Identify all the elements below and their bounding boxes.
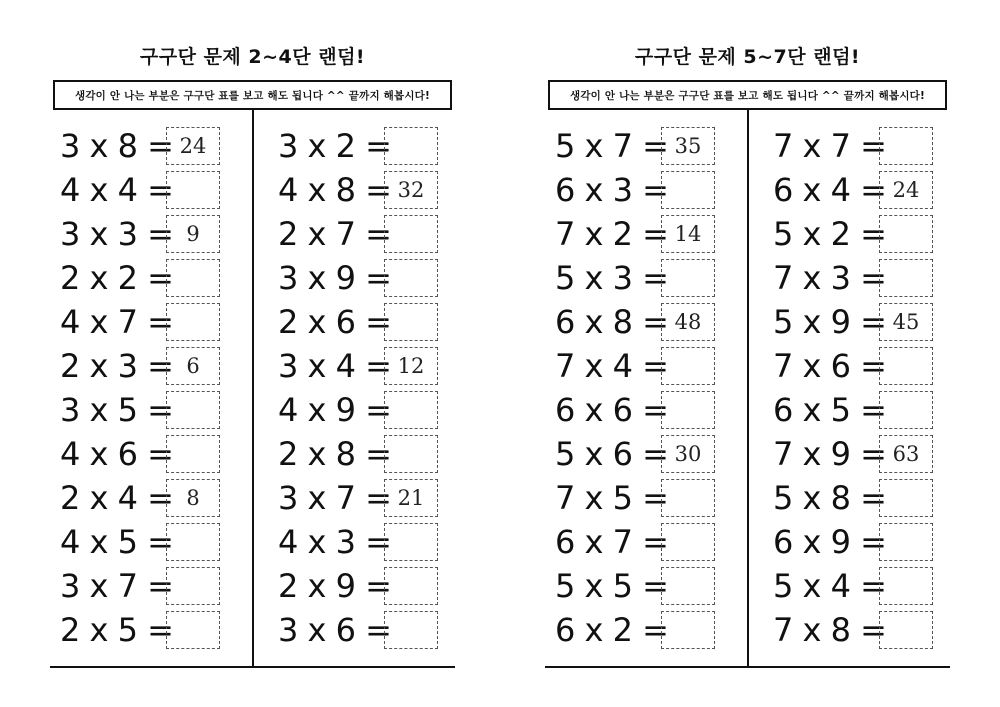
worksheet-2-4 xyxy=(50,0,455,707)
problem-row xyxy=(278,256,438,300)
answer-box[interactable]: 6 xyxy=(166,347,220,385)
answer-box[interactable] xyxy=(166,567,220,605)
problem-row xyxy=(555,388,715,432)
worksheet-5-7 xyxy=(545,0,950,707)
answer-box[interactable] xyxy=(879,391,933,429)
problem-expression: 5 x 6 = xyxy=(555,435,669,473)
problem-row xyxy=(278,476,438,520)
problem-expression: 3 x 2 = xyxy=(278,127,392,165)
problem-expression: 4 x 6 = xyxy=(60,435,174,473)
answer-box[interactable]: 24 xyxy=(166,127,220,165)
answer-box[interactable]: 63 xyxy=(879,435,933,473)
problem-expression: 2 x 6 = xyxy=(278,303,392,341)
answer-box[interactable]: 35 xyxy=(661,127,715,165)
problem-expression: 5 x 9 = xyxy=(773,303,887,341)
answer-box[interactable] xyxy=(166,435,220,473)
answer-box[interactable] xyxy=(879,127,933,165)
problem-row xyxy=(60,124,220,168)
problem-expression: 5 x 4 = xyxy=(773,567,887,605)
problem-expression: 6 x 8 = xyxy=(555,303,669,341)
answer-box[interactable] xyxy=(661,567,715,605)
problem-row xyxy=(773,476,933,520)
answer-box[interactable] xyxy=(384,215,438,253)
problem-row xyxy=(773,608,933,652)
problem-row xyxy=(278,432,438,476)
problem-row xyxy=(555,432,715,476)
answer-box[interactable] xyxy=(879,259,933,297)
problem-row xyxy=(60,300,220,344)
answer-box[interactable] xyxy=(879,215,933,253)
problem-row xyxy=(60,388,220,432)
answer-box[interactable] xyxy=(384,391,438,429)
answer-box[interactable]: 12 xyxy=(384,347,438,385)
problem-row xyxy=(773,256,933,300)
answer-box[interactable] xyxy=(166,171,220,209)
problem-row xyxy=(60,564,220,608)
problem-row xyxy=(555,344,715,388)
column-divider xyxy=(252,110,254,668)
problem-expression: 3 x 6 = xyxy=(278,611,392,649)
problem-expression: 5 x 3 = xyxy=(555,259,669,297)
problem-row xyxy=(773,212,933,256)
answer-box[interactable] xyxy=(166,303,220,341)
instruction-box: 생각이 안 나는 부분은 구구단 표를 보고 해도 됩니다 ^^ 끝까지 해봅시다! xyxy=(548,80,947,110)
answer-box[interactable] xyxy=(661,259,715,297)
problem-row xyxy=(60,520,220,564)
problem-row xyxy=(773,124,933,168)
problem-row xyxy=(60,432,220,476)
problem-expression: 4 x 8 = xyxy=(278,171,392,209)
problem-row xyxy=(773,388,933,432)
problem-expression: 2 x 2 = xyxy=(60,259,174,297)
problem-column xyxy=(60,124,220,652)
column-divider xyxy=(747,110,749,668)
answer-box[interactable] xyxy=(661,611,715,649)
problem-expression: 2 x 8 = xyxy=(278,435,392,473)
answer-box[interactable] xyxy=(879,479,933,517)
problem-row xyxy=(278,300,438,344)
problem-expression: 7 x 7 = xyxy=(773,127,887,165)
problem-row xyxy=(278,388,438,432)
problem-row xyxy=(278,168,438,212)
problem-row xyxy=(555,256,715,300)
problem-row xyxy=(60,476,220,520)
problem-expression: 4 x 9 = xyxy=(278,391,392,429)
problem-row xyxy=(773,432,933,476)
problem-expression: 4 x 4 = xyxy=(60,171,174,209)
problem-expression: 4 x 7 = xyxy=(60,303,174,341)
problem-expression: 7 x 6 = xyxy=(773,347,887,385)
answer-box[interactable]: 45 xyxy=(879,303,933,341)
problem-row xyxy=(555,520,715,564)
problem-expression: 4 x 5 = xyxy=(60,523,174,561)
answer-box[interactable] xyxy=(879,523,933,561)
problem-row xyxy=(278,124,438,168)
answer-box[interactable] xyxy=(166,259,220,297)
problem-row xyxy=(555,168,715,212)
problem-column xyxy=(555,124,715,652)
problem-expression: 3 x 9 = xyxy=(278,259,392,297)
problem-row xyxy=(60,608,220,652)
problem-row xyxy=(278,520,438,564)
answer-box[interactable]: 30 xyxy=(661,435,715,473)
problem-row xyxy=(60,168,220,212)
problem-expression: 7 x 8 = xyxy=(773,611,887,649)
worksheet-title: 구구단 문제 2~4단 랜덤! xyxy=(139,46,366,68)
problem-row xyxy=(555,564,715,608)
answer-box[interactable] xyxy=(661,391,715,429)
problem-row xyxy=(555,476,715,520)
problem-row xyxy=(773,564,933,608)
problem-expression: 7 x 3 = xyxy=(773,259,887,297)
problem-expression: 5 x 7 = xyxy=(555,127,669,165)
problem-expression: 3 x 8 = xyxy=(60,127,174,165)
answer-box[interactable] xyxy=(384,523,438,561)
problem-expression: 2 x 7 = xyxy=(278,215,392,253)
instruction-box: 생각이 안 나는 부분은 구구단 표를 보고 해도 됩니다 ^^ 끝까지 해봅시다! xyxy=(53,80,452,110)
answer-box[interactable] xyxy=(384,259,438,297)
answer-box[interactable] xyxy=(879,347,933,385)
answer-box[interactable] xyxy=(384,611,438,649)
problem-row xyxy=(555,124,715,168)
problem-expression: 2 x 4 = xyxy=(60,479,174,517)
problem-row xyxy=(555,212,715,256)
problem-expression: 5 x 2 = xyxy=(773,215,887,253)
problem-expression: 6 x 5 = xyxy=(773,391,887,429)
answer-box[interactable]: 48 xyxy=(661,303,715,341)
answer-box[interactable] xyxy=(384,127,438,165)
problem-expression: 3 x 7 = xyxy=(278,479,392,517)
problem-expression: 7 x 9 = xyxy=(773,435,887,473)
problem-expression: 7 x 2 = xyxy=(555,215,669,253)
problem-expression: 2 x 5 = xyxy=(60,611,174,649)
problem-row xyxy=(278,212,438,256)
problem-expression: 2 x 3 = xyxy=(60,347,174,385)
problem-expression: 6 x 3 = xyxy=(555,171,669,209)
problem-expression: 7 x 5 = xyxy=(555,479,669,517)
worksheet-title: 구구단 문제 5~7단 랜덤! xyxy=(634,46,861,68)
problem-expression: 3 x 3 = xyxy=(60,215,174,253)
answer-box[interactable] xyxy=(661,171,715,209)
problem-row xyxy=(60,344,220,388)
answer-box[interactable] xyxy=(661,523,715,561)
problem-row xyxy=(773,168,933,212)
problem-row xyxy=(60,256,220,300)
problem-row xyxy=(773,344,933,388)
problem-expression: 6 x 9 = xyxy=(773,523,887,561)
problem-row xyxy=(773,520,933,564)
problem-row xyxy=(555,300,715,344)
problem-row xyxy=(555,608,715,652)
answer-box[interactable] xyxy=(384,435,438,473)
problem-expression: 3 x 4 = xyxy=(278,347,392,385)
problem-expression: 4 x 3 = xyxy=(278,523,392,561)
answer-box[interactable]: 24 xyxy=(879,171,933,209)
problem-row xyxy=(60,212,220,256)
bottom-rule xyxy=(50,666,455,668)
answer-box[interactable] xyxy=(384,567,438,605)
problem-expression: 6 x 2 = xyxy=(555,611,669,649)
bottom-rule xyxy=(545,666,950,668)
answer-box[interactable] xyxy=(166,523,220,561)
answer-box[interactable] xyxy=(661,479,715,517)
answer-box[interactable] xyxy=(166,611,220,649)
answer-box[interactable]: 32 xyxy=(384,171,438,209)
problem-expression: 3 x 5 = xyxy=(60,391,174,429)
problem-row xyxy=(278,344,438,388)
problem-expression: 5 x 8 = xyxy=(773,479,887,517)
problem-expression: 6 x 6 = xyxy=(555,391,669,429)
problem-expression: 2 x 9 = xyxy=(278,567,392,605)
answer-box[interactable]: 14 xyxy=(661,215,715,253)
problem-expression: 6 x 7 = xyxy=(555,523,669,561)
answer-box[interactable]: 8 xyxy=(166,479,220,517)
problem-expression: 5 x 5 = xyxy=(555,567,669,605)
problem-row xyxy=(278,564,438,608)
problem-row xyxy=(278,608,438,652)
problem-column xyxy=(278,124,438,652)
problem-column xyxy=(773,124,933,652)
answer-box[interactable] xyxy=(384,303,438,341)
answer-box[interactable] xyxy=(661,347,715,385)
answer-box[interactable] xyxy=(879,611,933,649)
answer-box[interactable]: 9 xyxy=(166,215,220,253)
problem-expression: 7 x 4 = xyxy=(555,347,669,385)
problem-expression: 3 x 7 = xyxy=(60,567,174,605)
answer-box[interactable] xyxy=(166,391,220,429)
problem-expression: 6 x 4 = xyxy=(773,171,887,209)
answer-box[interactable]: 21 xyxy=(384,479,438,517)
answer-box[interactable] xyxy=(879,567,933,605)
problem-row xyxy=(773,300,933,344)
